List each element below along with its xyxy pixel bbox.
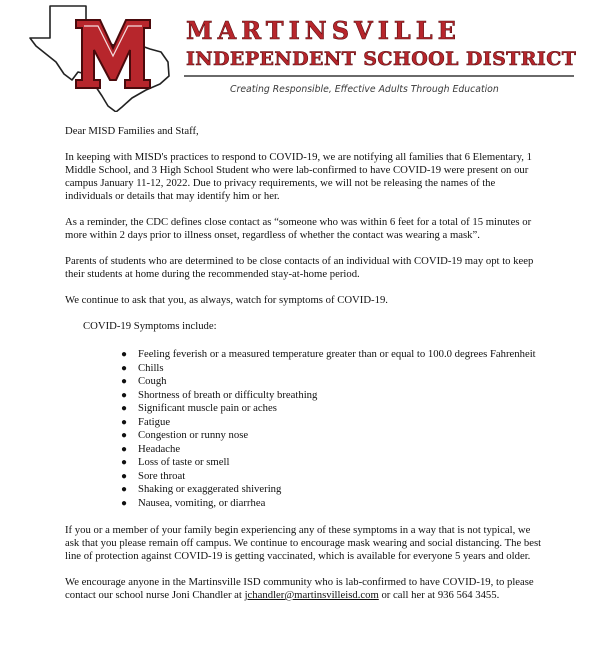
list-item: ● Significant muscle pain or aches xyxy=(121,402,277,414)
bullet-icon: ● xyxy=(121,484,128,495)
bullet-icon: ● xyxy=(121,403,128,414)
list-item: ● Loss of taste or smell xyxy=(121,456,230,468)
letterhead xyxy=(0,0,605,110)
list-item: ● Shaking or exaggerated shivering xyxy=(121,483,282,495)
list-item: ● Congestion or runny nose xyxy=(121,429,249,441)
bullet-icon: ● xyxy=(121,497,128,509)
district-tagline: Creating Responsible, Effective Adults Through Education xyxy=(230,84,499,95)
paragraph-close-contact: As a reminder, the CDC defines close contact as “someone who was within 6 feet for a total of 15 minutes or more within 2 days prior to illness onset, regardless of whether the contact was wearing a mask”. xyxy=(65,216,532,241)
district-logo xyxy=(28,4,178,112)
bullet-icon: ● xyxy=(121,349,128,360)
list-item: ● Nausea, vomiting, or diarrhea xyxy=(121,496,266,509)
header-divider xyxy=(184,75,574,77)
paragraph-watch-symptoms: We continue to ask that you, as always, watch for symptoms of COVID-19. xyxy=(65,294,388,306)
list-item: ● Cough xyxy=(121,375,167,387)
list-item: ● Headache xyxy=(121,442,181,455)
symptoms-list xyxy=(65,348,545,510)
bullet-icon: ● xyxy=(121,362,128,374)
paragraph-remain-off-campus: If you or a member of your family begin experiencing any of these symptoms in a way that is not typical, we ask that you please remain off campus. We continue to encourage mask wearing and social distancing. The best line of protection against COVID-19 is getting vaccinated, which is available for everyone 5 years and older. xyxy=(65,524,542,562)
bullet-icon: ● xyxy=(121,416,128,428)
list-item: ● Chills xyxy=(121,361,164,374)
list-item: ● Sore throat xyxy=(121,469,186,482)
m-letter-icon xyxy=(76,20,150,88)
paragraph-notification: In keeping with MISD's practices to respond to COVID-19, we are notifying all families that 6 Elementary, 1 Middle School, and 3 High School Student who were lab-confirmed to have COVID-19 were present on our campus January 11-12, 2022. Due to privacy requirements, we will not be releasing the names of the individuals or details that may identify him or her. xyxy=(65,151,532,202)
letter-greeting: Dear MISD Families and Staff, xyxy=(65,125,199,137)
list-item: ● Fatigue xyxy=(121,415,171,428)
paragraph-contact-nurse: We encourage anyone in the Martinsville ISD community who is lab-confirmed to have COVID-19, to please contact our school nurse Joni Chandler at jchandler@martinsvilleisd.com or call her at 936 564 3455. xyxy=(65,576,534,601)
district-name-line2: INDEPENDENT SCHOOL DISTRICT xyxy=(186,48,577,70)
paragraph-parents: Parents of students who are determined to be close contacts of an individual with COVID-19 may opt to keep their students at home during the recommended stay-at-home period. xyxy=(65,255,534,280)
bullet-icon: ● xyxy=(121,376,128,387)
bullet-icon: ● xyxy=(121,457,128,468)
bullet-icon: ● xyxy=(121,430,128,441)
list-item: ● Shortness of breath or difficulty breathing xyxy=(121,388,318,401)
list-item: ● Feeling feverish or a measured temperature greater than or equal to 100.0 degrees Fahrenheit xyxy=(121,348,536,360)
district-name-line1: MARTINSVILLE xyxy=(186,16,461,45)
bullet-icon: ● xyxy=(121,389,128,401)
nurse-email-link[interactable]: jchandler@martinsvilleisd.com xyxy=(244,589,379,601)
bullet-icon: ● xyxy=(121,443,128,455)
bullet-icon: ● xyxy=(121,470,128,482)
symptoms-intro: COVID-19 Symptoms include: xyxy=(83,320,217,332)
letter-body xyxy=(65,125,545,615)
